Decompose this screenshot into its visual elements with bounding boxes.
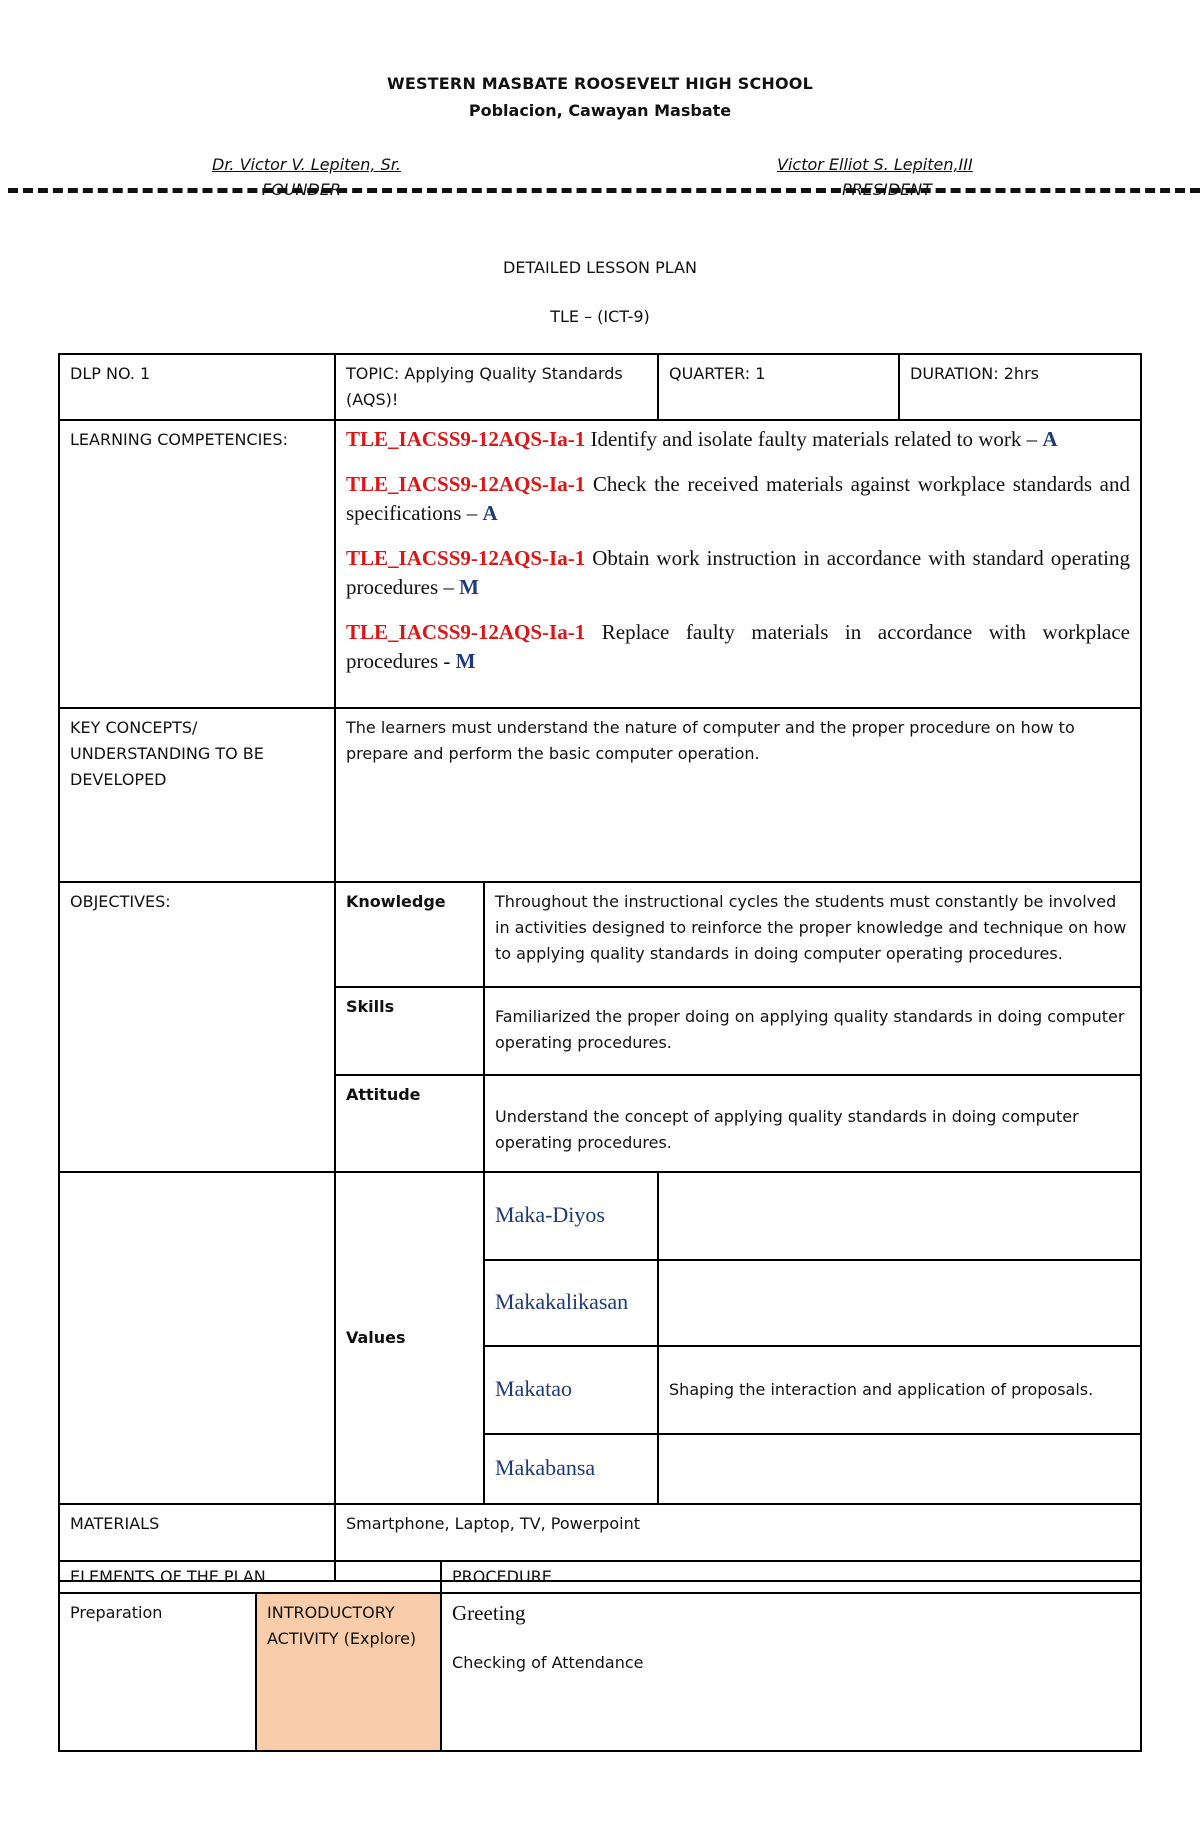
knowledge-label: Knowledge — [335, 882, 484, 987]
dlp-number: DLP NO. 1 — [59, 354, 335, 420]
attitude-label: Attitude — [335, 1075, 484, 1172]
document-subject: TLE – (ICT-9) — [550, 307, 650, 326]
values-empty-cell — [59, 1172, 335, 1504]
value-description — [658, 1172, 1141, 1260]
president-title: PRESIDENT — [842, 180, 932, 199]
greeting: Greeting — [452, 1601, 526, 1625]
values-label: Values — [335, 1172, 484, 1504]
table-row — [59, 708, 1141, 882]
attendance: Checking of Attendance — [452, 1653, 644, 1672]
duration: DURATION: 2hrs — [899, 354, 1141, 420]
president-name: Victor Elliot S. Lepiten,III — [777, 155, 973, 174]
value-description: Shaping the interaction and application of proposals. — [658, 1346, 1141, 1434]
knowledge-text: Throughout the instructional cycles the students must constantly be involved in activities designed to reinforce the proper knowledge and technique on how to applying quality standards in doing computer operating procedures. — [484, 882, 1141, 987]
value-name: Makatao — [484, 1346, 658, 1434]
value-name: Makabansa — [484, 1434, 658, 1504]
procedure-table — [58, 1560, 1142, 1752]
header-divider — [8, 188, 1200, 193]
founder-title: FOUNDER — [262, 180, 342, 199]
key-concepts-text: The learners must understand the nature of computer and the proper procedure on how to prepare and perform the basic computer operation. — [335, 708, 1141, 882]
competencies-label: LEARNING COMPETENCIES: — [59, 420, 335, 708]
materials-text: Smartphone, Laptop, TV, Powerpoint — [335, 1504, 1141, 1581]
value-description — [658, 1434, 1141, 1504]
school-name: WESTERN MASBATE ROOSEVELT HIGH SCHOOL — [386, 74, 814, 93]
quarter: QUARTER: 1 — [658, 354, 899, 420]
founder-name: Dr. Victor V. Lepiten, Sr. — [212, 155, 401, 174]
table-row — [59, 1561, 1141, 1593]
skills-label: Skills — [335, 987, 484, 1075]
lesson-plan-table — [58, 353, 1142, 1582]
objectives-label: OBJECTIVES: — [59, 882, 335, 1172]
table-row — [59, 882, 1141, 987]
topic: TOPIC: Applying Quality Standards (AQS)! — [335, 354, 658, 420]
competency-item: TLE_IACSS9-12AQS-Ia-1 Check the received materials against workplace standards and specifications – A — [346, 472, 1131, 525]
table-row — [59, 354, 1141, 420]
value-name: Makakalikasan — [484, 1260, 658, 1346]
table-row — [59, 1593, 1141, 1751]
school-address: Poblacion, Cawayan Masbate — [468, 101, 732, 120]
competency-item: TLE_IACSS9-12AQS-Ia-1 Obtain work instruction in accordance with standard operating procedures – M — [346, 546, 1131, 599]
introductory-activity: INTRODUCTORY ACTIVITY (Explore) — [256, 1593, 441, 1751]
document-title: DETAILED LESSON PLAN — [503, 258, 697, 277]
competency-item: TLE_IACSS9-12AQS-Ia-1 Replace faulty materials in accordance with workplace procedures - M — [346, 620, 1131, 673]
table-row — [59, 420, 1141, 708]
value-name: Maka-Diyos — [484, 1172, 658, 1260]
procedure-label: PROCEDURE — [441, 1561, 1141, 1593]
table-row — [59, 1172, 1141, 1260]
skills-text: Familiarized the proper doing on applying quality standards in doing computer operating procedures. — [484, 987, 1141, 1075]
value-description — [658, 1260, 1141, 1346]
elements-label: ELEMENTS OF THE PLAN — [59, 1561, 441, 1593]
competency-item: TLE_IACSS9-12AQS-Ia-1 Identify and isolate faulty materials related to work – A — [346, 427, 1058, 451]
key-concepts-label: KEY CONCEPTS/ UNDERSTANDING TO BE DEVELOPED — [59, 708, 335, 882]
competencies-list — [335, 420, 1141, 708]
preparation-label: Preparation — [59, 1593, 256, 1751]
materials-label: MATERIALS — [59, 1504, 335, 1581]
attitude-text: Understand the concept of applying quality standards in doing computer operating procedures. — [484, 1075, 1141, 1172]
procedure-steps — [441, 1593, 1141, 1751]
